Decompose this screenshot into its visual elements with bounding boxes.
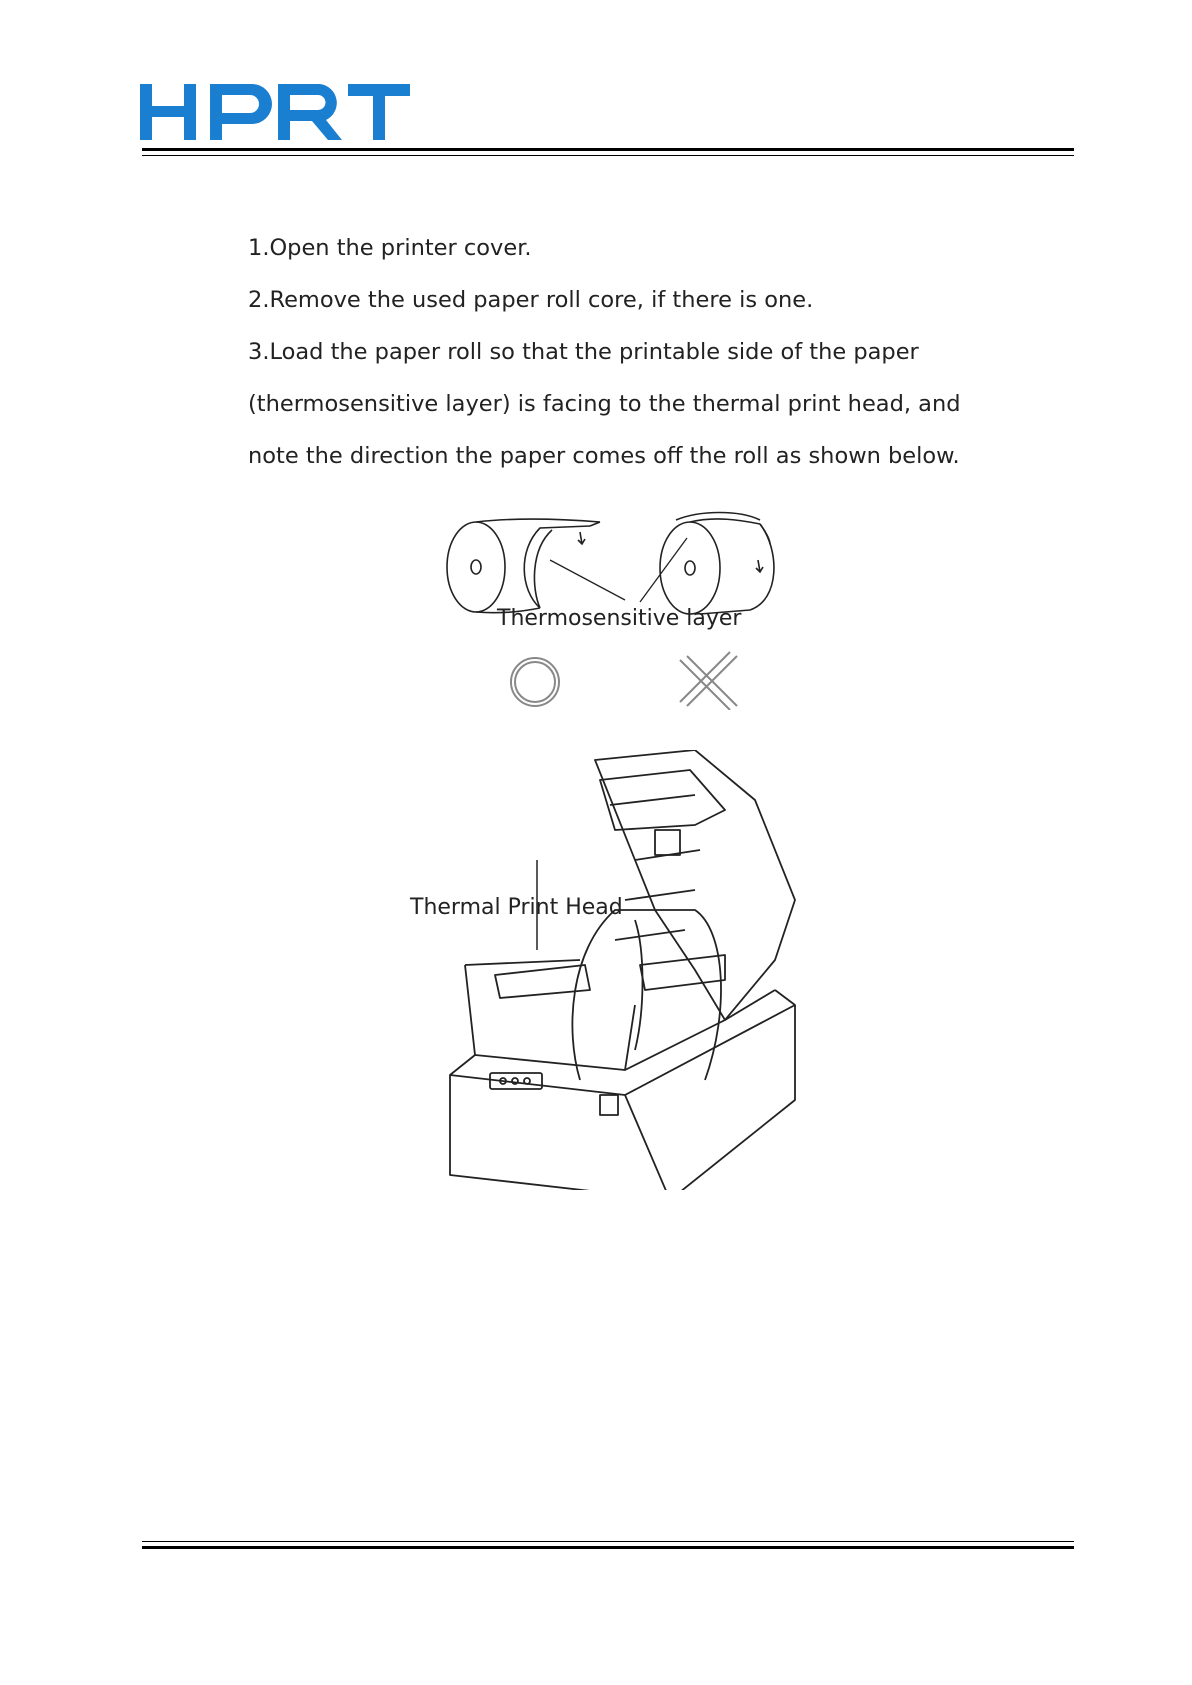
cross-icon xyxy=(680,652,737,710)
hprt-logo xyxy=(140,84,410,140)
step-3-line-3: note the direction the paper comes off the roll as shown below. xyxy=(248,443,960,469)
paper-roll-correct-icon xyxy=(447,519,600,613)
step-3: 3.Load the paper roll so that the printable side of the paper xyxy=(248,339,919,365)
paper-roll-wrong-icon xyxy=(660,513,774,615)
circle-icon xyxy=(511,658,559,706)
footer-rule-thick xyxy=(142,1546,1074,1549)
printer-open-cover-figure xyxy=(395,750,835,1190)
step-2: 2.Remove the used paper roll core, if there is one. xyxy=(248,287,814,313)
header-rule-thin xyxy=(142,155,1074,156)
thermosensitive-layer-caption: Thermosensitive layer xyxy=(497,606,742,631)
step-3-line-2: (thermosensitive layer) is facing to the thermal print head, and xyxy=(248,391,961,417)
footer-rule-thin xyxy=(142,1541,1074,1542)
header-rule-thick xyxy=(142,148,1074,151)
thermal-print-head-caption: Thermal Print Head xyxy=(410,895,623,920)
step-1: 1.Open the printer cover. xyxy=(248,235,532,261)
instruction-list xyxy=(248,222,1008,482)
